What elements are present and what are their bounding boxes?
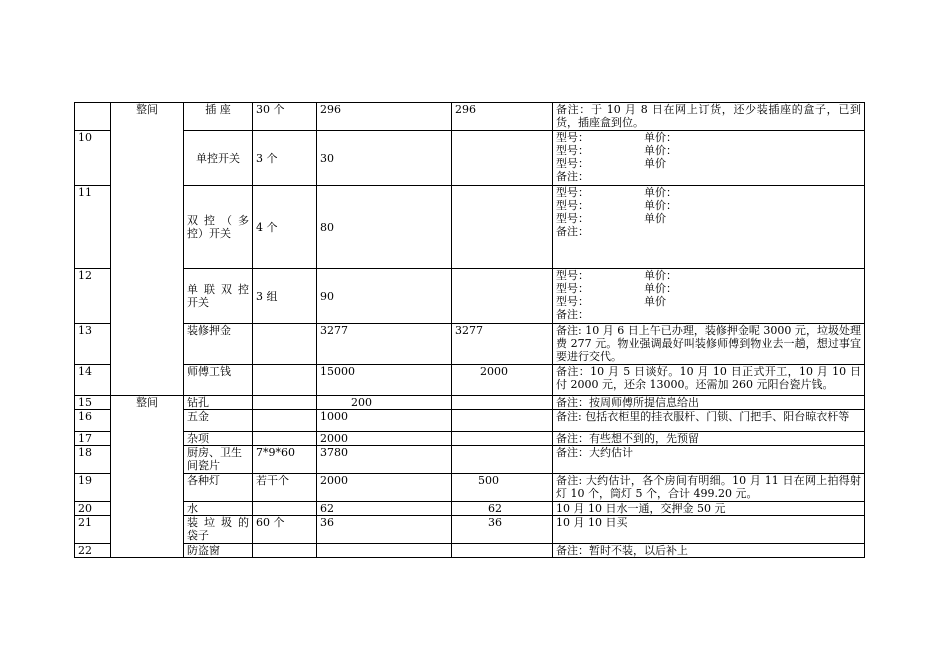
item-actual <box>452 396 553 410</box>
item-qty: 3 个 <box>253 131 317 186</box>
table-row <box>75 269 865 324</box>
row-number: 21 <box>75 516 111 544</box>
table-row <box>75 516 865 544</box>
item-actual: 296 <box>452 103 553 131</box>
row-number: 15 <box>75 396 111 410</box>
row-number: 19 <box>75 474 111 502</box>
item-note: 备注：大约估计 <box>553 446 865 474</box>
item-budget: 296 <box>317 103 452 131</box>
item-actual <box>452 131 553 186</box>
item-qty: 30 个 <box>253 103 317 131</box>
row-number: 14 <box>75 365 111 396</box>
item-name: 钻孔 <box>184 396 253 410</box>
item-budget: 2000 <box>317 474 452 502</box>
item-budget <box>317 544 452 558</box>
expense-table <box>74 102 865 558</box>
row-number: 12 <box>75 269 111 324</box>
item-qty: 7*9*60 <box>253 446 317 474</box>
item-qty <box>253 432 317 446</box>
item-qty <box>253 324 317 365</box>
item-budget: 80 <box>317 186 452 269</box>
item-name: 杂项 <box>184 432 253 446</box>
item-note: 备注：按周师傅所提信息给出 <box>553 396 865 410</box>
item-note: 备注：10 月 5 日谈好。10 月 10 日正式开工，10 月 10 日付 2000 元，还余 13000。还需加 260 元阳台瓷片钱。 <box>553 365 865 396</box>
item-note: 备注：暂时不装，以后补上 <box>553 544 865 558</box>
item-name: 师傅工钱 <box>184 365 253 396</box>
table-row <box>75 474 865 502</box>
item-name: 各种灯 <box>184 474 253 502</box>
item-note: 型号： 单价： 型号： 单价： 型号： 单价 备注： <box>553 186 865 269</box>
row-number: 17 <box>75 432 111 446</box>
row-number: 16 <box>75 410 111 432</box>
item-note: 备注: 大约估计，各个房间有明细。10 月 11 日在网上拍得射灯 10 个，筒灯 5 个，合计 499.20 元。 <box>553 474 865 502</box>
item-budget: 62 <box>317 502 452 516</box>
item-note: 型号： 单价： 型号： 单价： 型号： 单价 备注： <box>553 131 865 186</box>
item-actual <box>452 269 553 324</box>
row-number: 13 <box>75 324 111 365</box>
item-note: 型号： 单价： 型号： 单价： 型号： 单价 备注： <box>553 269 865 324</box>
item-budget: 2000 <box>317 432 452 446</box>
item-actual: 2000 <box>452 365 553 396</box>
item-budget: 1000 <box>317 410 452 432</box>
item-actual: 62 <box>452 502 553 516</box>
item-qty <box>253 502 317 516</box>
item-actual <box>452 432 553 446</box>
item-budget: 90 <box>317 269 452 324</box>
item-note: 备注: 包括衣柜里的挂衣服杆、门锁、门把手、阳台晾衣杆等 <box>553 410 865 432</box>
table-row <box>75 446 865 474</box>
item-qty: 4 个 <box>253 186 317 269</box>
item-qty <box>253 365 317 396</box>
item-actual: 3277 <box>452 324 553 365</box>
item-name: 水 <box>184 502 253 516</box>
item-name: 装修押金 <box>184 324 253 365</box>
item-name: 厨房、卫生间瓷片 <box>184 446 253 474</box>
item-budget: 200 <box>317 396 452 410</box>
item-actual <box>452 410 553 432</box>
item-note: 备注: 10 月 6 日上午已办理，装修押金呢 3000 元，垃圾处理费 277 元。物业强调最好叫装修师傅到物业去一趟，想过事宜要进行交代。 <box>553 324 865 365</box>
table-row <box>75 103 865 131</box>
item-actual: 500 <box>452 474 553 502</box>
item-note: 10 月 10 日水一通，交押金 50 元 <box>553 502 865 516</box>
table-row <box>75 410 865 432</box>
row-number: 22 <box>75 544 111 558</box>
table-row <box>75 502 865 516</box>
item-name: 双 控 （ 多控）开关 <box>184 186 253 269</box>
category-cell: 整间 <box>111 396 184 558</box>
item-actual: 36 <box>452 516 553 544</box>
item-qty <box>253 410 317 432</box>
item-name: 单控开关 <box>184 131 253 186</box>
table-row <box>75 186 865 269</box>
table-row <box>75 324 865 365</box>
item-name: 单 联 双 控开关 <box>184 269 253 324</box>
item-budget: 3277 <box>317 324 452 365</box>
table-row <box>75 131 865 186</box>
table-row <box>75 432 865 446</box>
row-number: 10 <box>75 131 111 186</box>
table-row <box>75 544 865 558</box>
item-qty <box>253 544 317 558</box>
item-qty: 60 个 <box>253 516 317 544</box>
item-actual <box>452 446 553 474</box>
table-row <box>75 365 865 396</box>
item-name: 装 垃 圾 的袋子 <box>184 516 253 544</box>
table-row <box>75 396 865 410</box>
item-note: 10 月 10 日买 <box>553 516 865 544</box>
item-note: 备注：有些想不到的，先预留 <box>553 432 865 446</box>
item-qty <box>253 396 317 410</box>
item-name: 插 座 <box>184 103 253 131</box>
row-number: 20 <box>75 502 111 516</box>
item-note: 备注：于 10 月 8 日在网上订货，还少装插座的盒子，已到货，插座盒到位。 <box>553 103 865 131</box>
item-budget: 36 <box>317 516 452 544</box>
row-number <box>75 103 111 131</box>
item-budget: 3780 <box>317 446 452 474</box>
item-qty: 若干个 <box>253 474 317 502</box>
row-number: 11 <box>75 186 111 269</box>
item-name: 五金 <box>184 410 253 432</box>
item-budget: 30 <box>317 131 452 186</box>
item-budget: 15000 <box>317 365 452 396</box>
category-cell: 整间 <box>111 103 184 396</box>
item-name: 防盗窗 <box>184 544 253 558</box>
row-number: 18 <box>75 446 111 474</box>
item-actual <box>452 186 553 269</box>
item-qty: 3 组 <box>253 269 317 324</box>
item-actual <box>452 544 553 558</box>
